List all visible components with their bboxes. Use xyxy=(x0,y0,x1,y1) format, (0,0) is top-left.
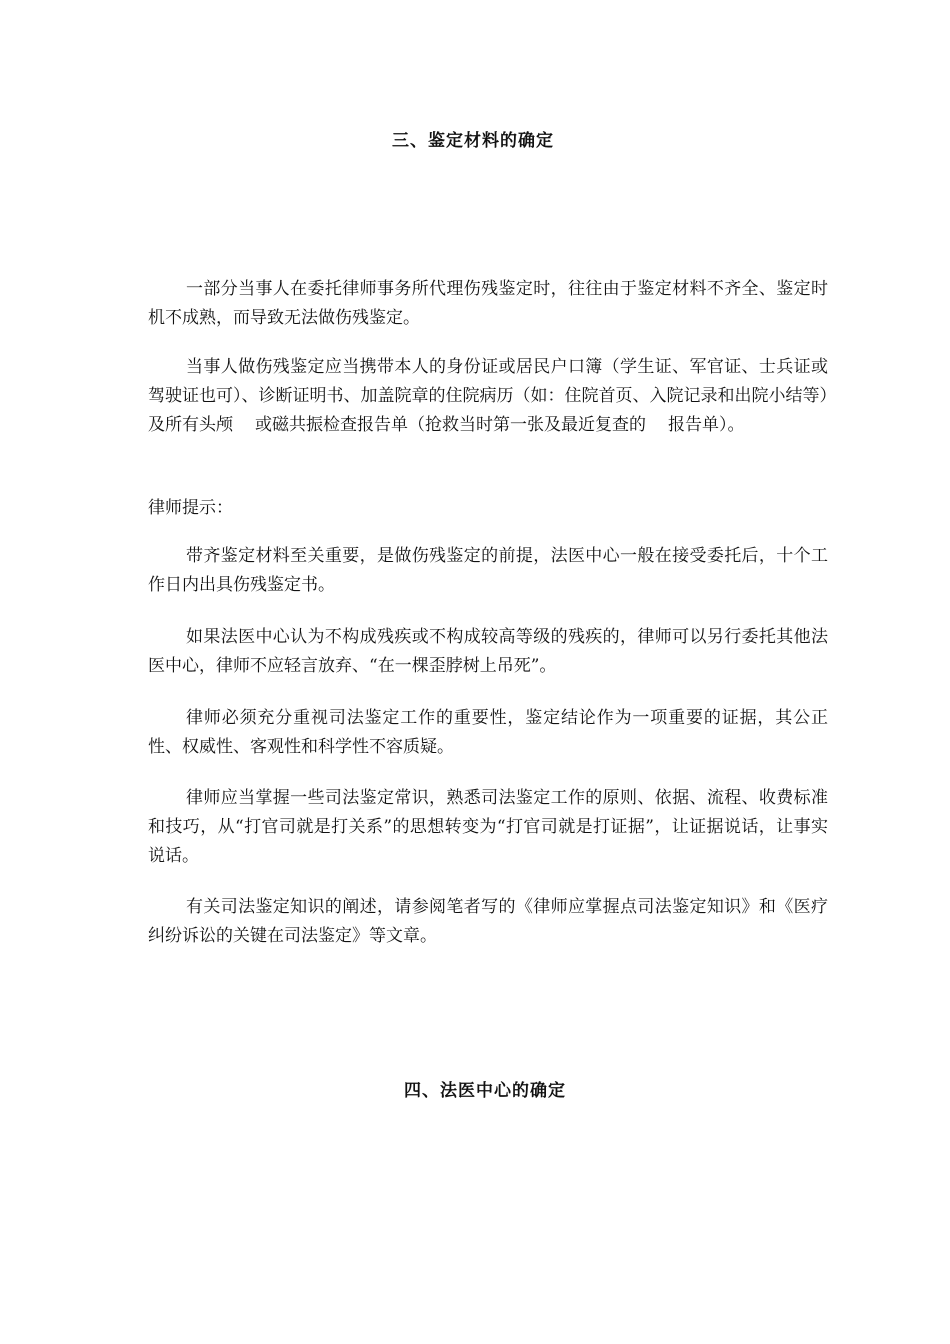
section-3-heading: 三、鉴定材料的确定 xyxy=(392,131,554,151)
section-4-heading: 四、法医中心的确定 xyxy=(404,1081,566,1101)
lawyer-tip-label: 律师提示： xyxy=(148,498,233,518)
required-documents-text-2: 或磁共振检查报告单（抢救当时第一张及最近复查的 xyxy=(255,415,646,435)
paragraph-importance: 律师必须充分重视司法鉴定工作的重要性，鉴定结论作为一项重要的证据，其公正性、权威性、客观性和科学性不容质疑。 xyxy=(148,708,828,757)
paragraph-materials-incomplete: 一部分当事人在委托律师事务所代理伤残鉴定时，往往由于鉴定材料不齐全、鉴定时机不成熟，而导致无法做伤残鉴定。 xyxy=(148,279,828,328)
required-documents-text-3: 报告单）。 xyxy=(668,415,745,435)
paragraph-bring-materials: 带齐鉴定材料至关重要，是做伤残鉴定的前提，法医中心一般在接受委托后，十个工作日内出具伤残鉴定书。 xyxy=(148,546,828,595)
required-documents-text-1: 当事人做伤残鉴定应当携带本人的身份证或居民户口簿（学生证、军官证、士兵证或驾驶证也可）、诊断证明书、加盖院章的住院病历（如：住院首页、入院记录和出院小结等）及所有头颅 xyxy=(148,357,828,435)
paragraph-references: 有关司法鉴定知识的阐述，请参阅笔者写的《律师应掌握点司法鉴定知识》和《医疗纠纷诉讼的关键在司法鉴定》等文章。 xyxy=(148,897,828,946)
paragraph-common-knowledge: 律师应当掌握一些司法鉴定常识，熟悉司法鉴定工作的原则、依据、流程、收费标准和技巧，从“打官司就是打关系”的思想转变为“打官司就是打证据”，让证据说话，让事实说话。 xyxy=(148,788,828,866)
paragraph-other-center: 如果法医中心认为不构成残疾或不构成较高等级的残疾的，律师可以另行委托其他法医中心，律师不应轻言放弃、“在一棵歪脖树上吊死”。 xyxy=(148,627,828,676)
paragraph-required-documents xyxy=(148,353,828,440)
